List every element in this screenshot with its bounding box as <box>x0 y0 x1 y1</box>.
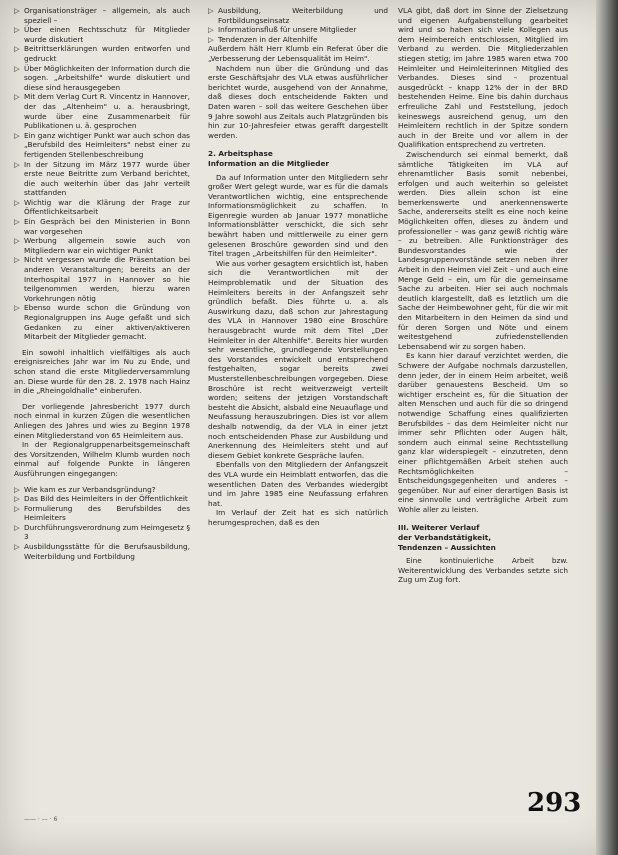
list-item <box>14 64 190 93</box>
bullet-triangle-icon: ▷ <box>14 25 20 35</box>
list-item <box>14 44 190 63</box>
bullet-triangle-icon: ▷ <box>14 484 20 494</box>
bullet-triangle-icon: ▷ <box>208 34 214 44</box>
list-item <box>14 542 190 561</box>
paragraph: Zwischendurch sei einmal bemerkt, daß sämtliche Tätigkeiten im VLA auf ehrenamtlicher Basis somit nebenbei, erfolgen und auch weiterhin so geleistet werden. Dies allein schon ist eine bemerkenswerte und anerkennenswerte Sache, andererseits stellt es eine noch keine Möglichkeiten offen, dieses zu ändern und professioneller – was ganz gewiß richtig wäre – zu betreiben. Alle Funktionsträger des Bundesvorstandes wie der Landesgruppenvorstände setzen neben ihrer Arbeit in den Heimen viel Zeit – und auch eine Menge Geld – ein, um für die gemeinsame Sache zu arbeiten. Hier sei auch nochmals deutlich klargestellt, daß es letztlich um die Sache der Heimbewohner geht, für die wir mit den Mitarbeitern in den Heimen da sind und für deren Sorgen und Nöte und einem weitestgehend zufriedenstellenden Lebensabend wir zu sorgen haben. <box>398 149 568 351</box>
footer-mark: —— · –– · 6 <box>24 816 58 823</box>
paragraph: Da auf Information unter den Mitgliedern sehr großer Wert gelegt wurde, war es für die damals Verantwortlichen wichtig, eine entsprechende Informationsmöglichkeit zu schaffen. In Eigenregie wurden ab Januar 1977 monatliche Informationsblätter verschickt, die sich sehr bewährt haben und mittlerweile zu einer gern gelesenen Broschüre geworden sind und den Titel tragen „Arbeitshilfen für den Heimleiter". <box>208 172 388 259</box>
list-item <box>14 236 190 255</box>
list-item <box>14 6 190 25</box>
list-item <box>208 35 388 45</box>
bullet-triangle-icon: ▷ <box>14 92 20 102</box>
section-heading: III. Weiterer Verlauf der Verbandstätigkeit, Tendenzen – Aussichten <box>398 523 496 552</box>
list-item <box>208 6 388 25</box>
bullet-triangle-icon: ▷ <box>14 159 20 169</box>
bullet-triangle-icon: ▷ <box>14 44 20 54</box>
list-item <box>14 198 190 217</box>
column-middle <box>208 6 388 840</box>
bullet-triangle-icon: ▷ <box>14 522 20 532</box>
paragraph: Nachdem nun über die Gründung und das erste Geschäftsjahr des VLA etwas ausführlicher berichtet wurde, ausgehend von der Annahme, daß dieses doch entscheidende Fakten und Daten waren – soll das weitere Geschehen über 9 Jahre sowohl aus Zeitals auch Platzgründen bis hin zur 10-Jahresfeier etwas gerafft dargestellt werden. <box>208 63 388 140</box>
bullet-triangle-icon: ▷ <box>14 503 20 513</box>
list-item-text: Über Möglichkeiten der Information durch die sogen. „Arbeitshilfe" wurde diskutiert und diese sind herausgegeben <box>24 63 190 92</box>
paragraph: Außerdem hält Herr Klumb ein Referat über die „Verbesserung der Lebensqualität im Heim". <box>208 44 388 63</box>
bullet-triangle-icon: ▷ <box>14 130 20 140</box>
list-item-text: Ebenso wurde schon die Gründung von Regionalgruppen ins Auge gefaßt und sich Gedanken zu einer aktiven/aktiveren Mitarbeit der Mitglieder gemacht. <box>24 303 190 342</box>
list-item-text: Nicht vergessen wurde die Präsentation bei anderen Veranstaltungen; bereits an der Interhospital 1977 in Hannover so hie teilgenommen werden, hierzu waren Vorkehrungen nötig <box>24 255 190 303</box>
list-item-text: Formulierung des Berufsbildes des Heimleiters <box>24 503 190 523</box>
paragraph: Im Verlauf der Zeit hat es sich natürlich herumgesprochen, daß es den <box>208 508 388 527</box>
list-item <box>14 25 190 44</box>
paragraph: Eine kontinuierliche Arbeit bzw. Weiterentwicklung des Verbandes setzte sich Zug um Zug fort. <box>398 556 568 585</box>
list-item <box>208 25 388 35</box>
list-item <box>14 160 190 198</box>
list-item <box>14 255 190 303</box>
bullet-triangle-icon: ▷ <box>14 255 20 265</box>
page-edge <box>596 0 618 855</box>
paragraph: Wie aus vorher gesagtem ersichtlich ist, haben sich die Verantwortlichen mit der Heimproblematik und der Situation des Heimleiters bereits in der Anfangszeit sehr gründlich befaßt. Dies führte u. a. als Auswirkung dazu, daß schon zur Jahrestagung des VLA in Hannover 1980 eine Broschüre herausgebracht wurde mit dem Titel „Der Heimleiter in der Altenhilfe". Bereits hier wurden sehr wesentliche, grundlegende Vorstellungen des Vorstandes entwickelt und entsprechend festgehalten, sogar bereits zwei Musterstellenbeschreibungen vorgegeben. Diese Broschüre ist recht weitverzweigt verteilt worden; seitens der jetzigen Vorstandschaft besteht die Absicht, alsbald eine Neuauflage und Neufassung herauszubringen. Dies ist vor allem deshalb notwendig, da der VLA in einer jetzt noch entscheidenden Phase zur Ausbildung und Anerkennung des Heimleiters steht und auf diesem Gebiet konkrete Gespräche laufen. <box>208 258 388 460</box>
paragraph: In der Regionalgruppenarbeitsgemeinschaft des Vorsitzenden, Wilhelm Klumb wurden noch einmal auf folgende Punkte in längeren Ausführungen eingegangen: <box>14 440 190 478</box>
list-item-text: Wichtig war die Klärung der Frage zur Öffentlichkeitsarbeit <box>24 197 190 217</box>
bullet-triangle-icon: ▷ <box>208 25 214 35</box>
list-item-text: Ausbildungsstätte für die Berufsausbildung, Weiterbildung und Fortbildung <box>24 542 190 561</box>
list-item-text: Tendenzen in der Altenhilfe <box>218 34 318 44</box>
bullet-triangle-icon: ▷ <box>14 542 20 552</box>
bullet-triangle-icon: ▷ <box>14 494 20 504</box>
bullet-list-top <box>14 6 190 342</box>
list-item-text: Wie kam es zur Verbandsgründung? <box>24 484 156 494</box>
list-item-text: Ein Gespräch bei den Ministerien in Bonn war vorgesehen <box>24 217 190 236</box>
bullet-list-top <box>208 6 388 44</box>
bullet-triangle-icon: ▷ <box>14 236 20 246</box>
page-number: 293 <box>527 788 582 818</box>
paragraph: Der vorliegende Jahresbericht 1977 durch noch einmal in kurzen Zügen die wesentlichen Anliegen des Jahres und wies zu Beginn 1978 einen Mitgliederstand von 65 Heimleitern aus. <box>14 401 190 440</box>
list-item-text: Ausbildung, Weiterbildung und Fortbildungseinsatz <box>218 6 388 25</box>
bullet-triangle-icon: ▷ <box>14 303 20 313</box>
list-item-text: Beitrittserklärungen wurden entworfen und gedruckt <box>24 44 190 63</box>
list-item <box>14 485 190 495</box>
list-item <box>14 131 190 160</box>
list-item <box>14 303 190 341</box>
list-item-text: In der Sitzung im März 1977 wurde über erste neue Beitritte zum Verband berichtet, die auch weiterhin über das Jahr verteilt stattfanden <box>24 159 190 198</box>
list-item <box>14 494 190 504</box>
list-item-text: Informationsfluß für unsere Mitglieder <box>218 25 357 35</box>
bullet-list-bottom <box>14 485 190 562</box>
bullet-triangle-icon: ▷ <box>14 197 20 207</box>
list-item-text: Über einen Rechtsschutz für Mitglieder wurde diskutiert <box>24 25 190 44</box>
section-heading: 2. Arbeitsphase Information an die Mitglieder <box>208 149 330 168</box>
list-item <box>14 217 190 236</box>
paragraph: Ein sowohl inhaltlich vielfältiges als auch ereignisreiches Jahr war im Nu zu Ende, und schon stand die erste Mitgliederversammlung an. Diese wurde für den 28. 2. 1978 nach Hainz in die „Rheingoldhalle" einberufen. <box>14 347 190 396</box>
list-item <box>14 504 190 523</box>
list-item-text: Durchführungsverordnung zum Heimgesetz § 3 <box>24 522 190 542</box>
column-left <box>14 6 190 840</box>
bullet-triangle-icon: ▷ <box>14 217 20 227</box>
list-item-text: Organisationsträger – allgemein, als auch speziell – <box>24 6 190 25</box>
paragraph: Es kann hier darauf verzichtet werden, die Schwere der Aufgabe nochmals darzustellen, denn jeder, der in einem Heim arbeitet, weiß darüber genauestens Bescheid. Um so wichtiger erscheint es, für die Situation der alten Menschen und auch für die so dringend notwendige Schaffung eines qualifizierten Berufsbildes – das dem Heimleiter nicht nur immer sehr Pflichten oder Augen hält, sondern auch einmal seine Rechtsstellung ganz klar widerspiegelt – einzutreten, denn einer pflichtgemäßen Arbeit stehen auch Rechtsmöglichkeiten – Entscheidungsgegenheiten und anderes – gegenüber. Nur auf einer derartigen Basis ist eine sinnvolle und verträgliche Arbeit zum Wohle aller zu leisten. <box>398 351 568 514</box>
bullet-triangle-icon: ▷ <box>14 6 20 15</box>
bullet-triangle-icon: ▷ <box>208 6 214 15</box>
paragraph: VLA gibt, daß dort im Sinne der Zielsetzung und eigenen Aufgabenstellung gearbeitet wird und so haben sich viele Kollegen aus dem Heimbereich entschlossen, Mitglied im Verband zu werden. Die Mitgliederzahlen stiegen stetig; im Jahre 1985 waren etwa 700 Heimleiter und Heimleiterinnen Mitglied des Verbandes. Dieses sind – prozentual ausgedrückt – knapp 12% der in der BRD bestehenden Heime. Eine bis dahin durchaus erfreuliche Zahl und Feststellung, jedoch keineswegs ausreichend genug, um den Heimleitern rechtlich in der Spitze sondern auch in der Breite und vor allem in der Qualifikation entsprechend zu vertreten. <box>398 6 568 150</box>
column-right <box>398 6 568 840</box>
list-item-text: Mit dem Verlag Curt R. Vincentz in Hannover, der das „Altenheim" u. a. herausbringt, wurde über eine Zusammenarbeit für Publikationen u. ä. gesprochen <box>24 92 190 131</box>
list-item-text: Ein ganz wichtiger Punkt war auch schon das „Berufsbild des Heimleiters" nebst einer zu fertigenden Stellenbeschreibung <box>24 130 190 159</box>
list-item <box>14 92 190 130</box>
list-item-text: Das Bild des Heimleiters in der Öffentlichkeit <box>24 494 188 504</box>
list-item <box>14 523 190 542</box>
bullet-triangle-icon: ▷ <box>14 63 20 73</box>
paragraph: Ebenfalls von den Mitgliedern der Anfangszeit des VLA wurde ein Heimblatt entworfen, das die wesentlichen Daten des Verbandes wiedergibt und im Jahre 1985 eine Neufassung erfahren hat. <box>208 460 388 508</box>
list-item-text: Werbung allgemein sowie auch von Mitgliedern war ein wichtiger Punkt <box>24 236 190 255</box>
